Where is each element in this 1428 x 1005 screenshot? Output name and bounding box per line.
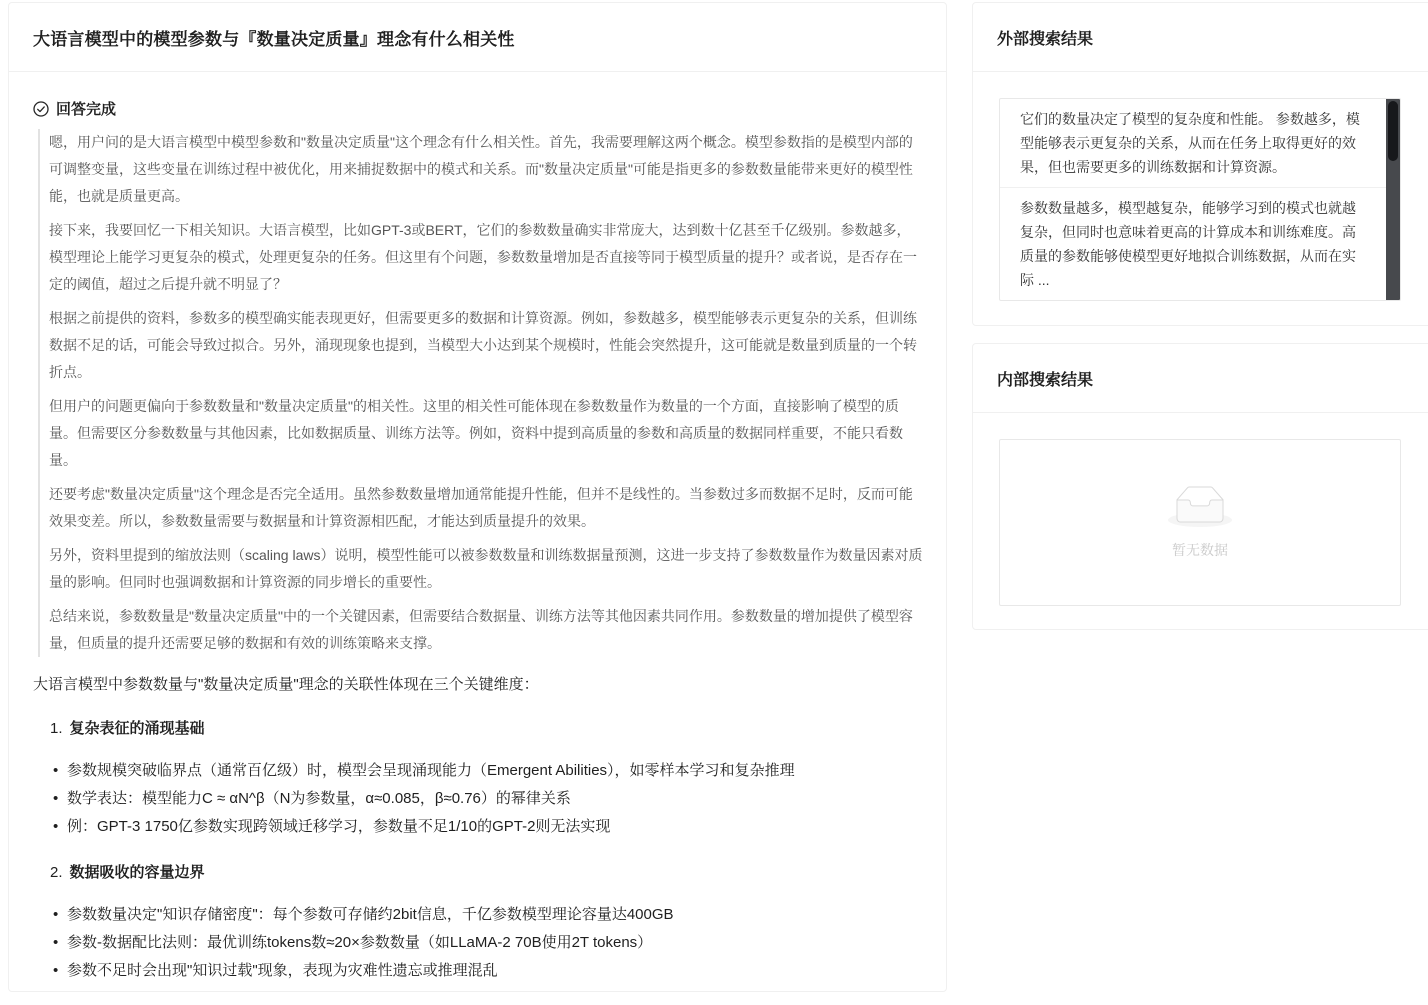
check-circle-icon [33, 101, 49, 117]
bullet-item: • 数学表达：模型能力C ≈ αN^β（N为参数量，α≈0.085，β≈0.76）的幂律关系 [53, 785, 924, 813]
empty-box-icon [1168, 486, 1232, 532]
answer-card [8, 2, 947, 992]
empty-state-card [999, 439, 1401, 606]
section-number: 1. [50, 720, 63, 737]
bullet-item: • 参数不足时会出现"知识过载"现象，表现为灾难性遗忘或推理混乱 [53, 957, 924, 985]
external-result-item[interactable]: 参数数量越多，模型越复杂，能够学习到的模式也就越复杂，但同时也意味着更高的计算成本和训练难度。高质量的参数能够使模型更好地拟合训练数据，从而在实际 ... [1000, 187, 1400, 300]
bullet-item: • 参数-数据配比法则：最优训练tokens数≈20×参数数量（如LLaMA-2 70B使用2T tokens） [53, 929, 924, 957]
section-bullet-list [33, 901, 924, 985]
answer-status-label: 回答完成 [56, 101, 117, 118]
reasoning-paragraph: 接下来，我要回忆一下相关知识。大语言模型，比如GPT-3或BERT，它们的参数数量确实非常庞大，达到数十亿甚至千亿级别。参数越多，模型理论上能学习更复杂的模式，处理更复杂的任务。但这里有个问题，参数数量增加是否直接等同于模型质量的提升？或者说，是否存在一定的阈值，超过之后提升就不明显了？ [49, 222, 917, 292]
external-search-panel [972, 2, 1428, 326]
reasoning-blockquote [38, 129, 924, 657]
answer-intro: 大语言模型中参数数量与"数量决定质量"理念的关联性体现在三个关键维度： [33, 676, 539, 693]
answer-section-heading [33, 717, 924, 741]
section-title: 复杂表征的涌现基础 [69, 720, 205, 737]
answer-body [9, 72, 946, 1005]
section-number: 2. [50, 864, 63, 881]
reasoning-paragraph: 总结来说，参数数量是"数量决定质量"中的一个关键因素，但需要结合数据量、训练方法等其他因素共同作用。参数数量的增加提供了模型容量，但质量的提升还需要足够的数据和有效的训练策略来支撑。 [49, 608, 913, 651]
section-bullet-list [33, 757, 924, 841]
external-result-item[interactable]: 它们的数量决定了模型的复杂度和性能。 参数越多，模型能够表示更复杂的关系，从而在任务上取得更好的效果，但也需要更多的训练数据和计算资源。 [1020, 111, 1360, 175]
internal-search-panel [972, 343, 1428, 630]
reasoning-paragraph: 根据之前提供的资料，参数多的模型确实能表现更好，但需要更多的数据和计算资源。例如，参数越多，模型能够表示更复杂的关系，但训练数据不足的话，可能会导致过拟合。另外，涌现现象也提到，当模型大小达到某个规模时，性能会突然提升，这可能就是数量到质量的一个转折点。 [49, 310, 917, 380]
reasoning-paragraph: 但用户的问题更偏向于参数数量和"数量决定质量"的相关性。这里的相关性可能体现在参数数量作为数量的一个方面，直接影响了模型的质量。但需要区分参数数量与其他因素，比如数据质量、训练方法等。例如，资料中提到高质量的参数和高质量的数据同样重要，不能只看数量。 [49, 398, 903, 468]
internal-search-header [973, 344, 1428, 413]
results-scrollbar-thumb[interactable] [1388, 101, 1398, 161]
reasoning-paragraph: 另外，资料里提到的缩放法则（scaling laws）说明，模型性能可以被参数数量和训练数据量预测，这进一步支持了参数数量作为数量因素对质量的影响。但同时也强调数据和计算资源的同步增长的重要性。 [49, 547, 923, 590]
bullet-item: • 参数规模突破临界点（通常百亿级）时，模型会呈现涌现能力（Emergent Abilities），如零样本学习和复杂推理 [53, 757, 924, 785]
section-title: 数据吸收的容量边界 [69, 864, 205, 881]
external-search-header [973, 3, 1428, 72]
results-scrollbar-track[interactable] [1386, 99, 1400, 300]
external-results-list [999, 98, 1401, 301]
internal-search-body [973, 413, 1428, 630]
question-title: 大语言模型中的模型参数与『数量决定质量』理念有什么相关性 [33, 29, 515, 49]
reasoning-paragraph: 嗯，用户问的是大语言模型中模型参数和"数量决定质量"这个理念有什么相关性。首先，我需要理解这两个概念。模型参数指的是模型内部的可调整变量，这些变量在训练过程中被优化，用来捕捉数据中的模式和关系。而"数量决定质量"可能是指更多的参数数量能带来更好的模型性能，也就是质量更高。 [49, 134, 913, 204]
reasoning-paragraph: 还要考虑"数量决定质量"这个理念是否完全适用。虽然参数数量增加通常能提升性能，但并不是线性的。当参数过多而数据不足时，反而可能效果变差。所以，参数数量需要与数据量和计算资源相匹配，才能达到质量提升的效果。 [49, 486, 913, 529]
answer-status-toggle[interactable] [33, 98, 116, 119]
external-search-title: 外部搜索结果 [997, 30, 1094, 48]
bullet-item: • 例：GPT-3 1750亿参数实现跨领域迁移学习，参数量不足1/10的GPT-2则无法实现 [53, 813, 924, 841]
internal-search-title: 内部搜索结果 [997, 371, 1094, 389]
answer-section-heading [33, 861, 924, 885]
external-search-body [973, 72, 1428, 325]
empty-state-text: 暂无数据 [1172, 541, 1228, 558]
question-header [9, 3, 946, 72]
bullet-item: • 参数数量决定"知识存储密度"：每个参数可存储约2bit信息，千亿参数模型理论容量达400GB [53, 901, 924, 929]
